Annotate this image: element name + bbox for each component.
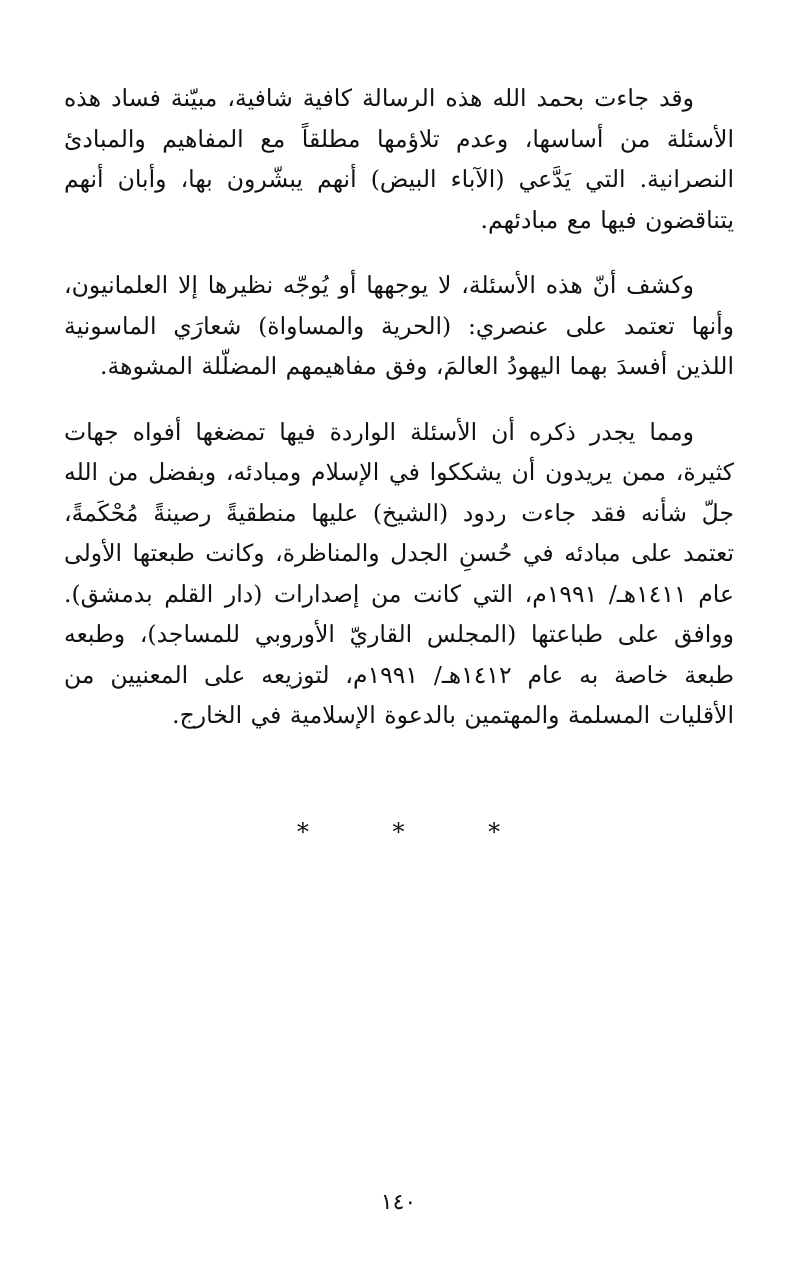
paragraph-1: وقد جاءت بحمد الله هذه الرسالة كافية شافية، مبيّنة فساد هذه الأسئلة من أساسها، وعدم تلاؤمها مطلقاً مع المفاهيم والمبادئ النصرانية. التي يَدَّعي (الآباء البيض) أنهم يبشّرون بها، وأبان أنهم يتناقضون فيها مع مبادئهم. (64, 84, 734, 234)
paragraph-2: وكشف أنّ هذه الأسئلة، لا يوجهها أو يُوجّه نظيرها إلا العلمانيون، وأنها تعتمد على عنصري: (الحرية والمساواة) شعارَي الماسونية اللذين أفسدَ بهما اليهودُ العالمَ، وفق مفاهيمهم المضلّلة المشوهة. (64, 271, 734, 380)
body-text (64, 78, 734, 761)
page-number: ١٤٠ (380, 1190, 417, 1215)
section-separator: * * * (296, 818, 539, 846)
paragraph-3: ومما يجدر ذكره أن الأسئلة الواردة فيها تمضغها أفواه جهات كثيرة، ممن يريدون أن يشككوا في الإسلام ومبادئه، وبفضل من الله جلّ شأنه فقد جاءت ردود (الشيخ) عليها منطقيةً رصينةً مُحْكَمةً، تعتمد على مبادئه في حُسنِ الجدل والمناظرة، وكانت طبعتها الأولى عام ١٤١١هـ/ ١٩٩١م، التي كانت من إصدارات (دار القلم بدمشق). ووافق على طباعتها (المجلس القاريّ الأوروبي للمساجد)، وطبعه طبعة خاصة به عام ١٤١٢هـ/ ١٩٩١م، لتوزيعه على المعنيين من الأقليات المسلمة والمهتمين بالدعوة الإسلامية في الخارج. (64, 417, 734, 729)
